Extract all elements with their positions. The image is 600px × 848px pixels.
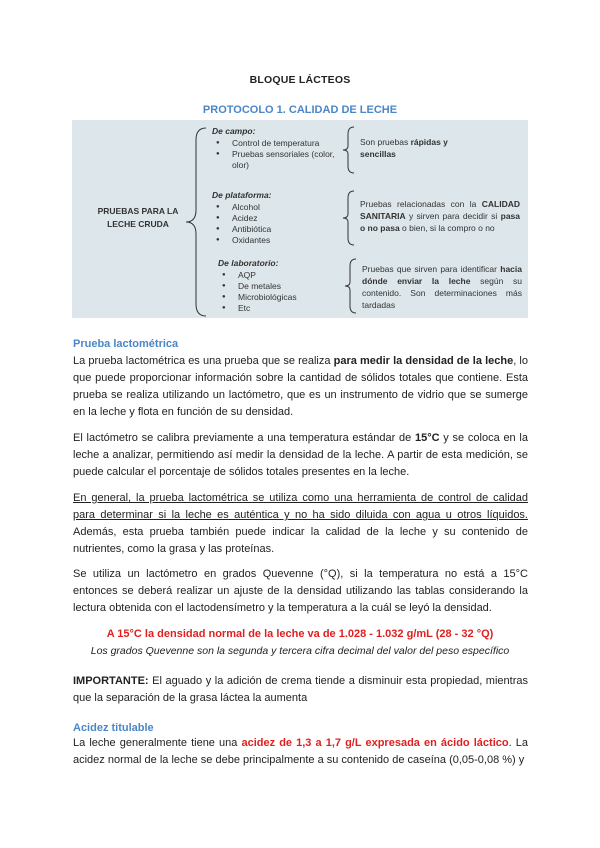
p2-text-bold: 15°C — [414, 432, 440, 444]
plataforma-desc-3: y sirven para decidir si — [405, 211, 501, 221]
main-brace-icon — [184, 126, 208, 318]
list-item: ● De metales — [218, 281, 343, 292]
paragraph-2 — [73, 430, 528, 481]
laboratorio-desc-3: según su contenido. Son determinaciones más tardadas — [362, 276, 522, 310]
laboratorio-desc-1: Pruebas que sirven para identificar — [362, 264, 501, 274]
document-title: BLOQUE LÁCTEOS — [249, 74, 351, 86]
campo-desc-a: Son pruebas — [360, 137, 411, 147]
campo-brace-icon — [342, 126, 356, 174]
acidez-text-c: . La acidez normal de la leche se debe principalmente a su contenido de caseína (0,05-0,08 %) y — [73, 737, 528, 766]
group-campo-title: De campo: — [212, 126, 256, 136]
group-laboratorio-desc — [362, 263, 522, 311]
p3-rest: Además, esta prueba también puede indicar la calidad de la leche y su contenido de nutrientes, como la grasa y las proteínas. — [73, 526, 528, 555]
campo-desc-b: rápidas y sencillas — [360, 137, 448, 159]
list-item: ● Oxidantes — [212, 235, 337, 246]
group-plataforma-title: De plataforma: — [212, 190, 272, 200]
section-heading-lactometrica: Prueba lactométrica — [73, 338, 179, 350]
list-item: ● Pruebas sensoriales (color, olor) — [212, 149, 337, 171]
list-item: ● Antibiótica — [212, 224, 337, 235]
paragraph-1 — [73, 353, 528, 421]
list-item: ● Acidez — [212, 213, 337, 224]
important-text: El aguado y la adición de crema tiende a disminuir esta propiedad, mientras que la separación de la grasa láctea la aumenta — [73, 675, 528, 704]
important-label: IMPORTANTE: — [73, 675, 149, 687]
quevenne-note: Los grados Quevenne son la segunda y tercera cifra decimal del valor del peso específico — [90, 645, 510, 657]
paragraph-3 — [73, 490, 528, 558]
list-item: ● Alcohol — [212, 202, 337, 213]
paragraph-acidez — [73, 735, 528, 769]
p2-text-c: y se coloca en la leche a analizar, permitiendo así medir la densidad de la leche. A partir de esta medición, se puede calcular el porcentaje de sólidos totales presentes en la leche. — [73, 432, 528, 478]
p1-text-bold: para medir la densidad de la leche — [333, 355, 514, 367]
list-item: ● Control de temperatura — [212, 138, 337, 149]
density-highlight: A 15°C la densidad normal de la leche va de 1.028 - 1.032 g/mL (28 - 32 °Q) — [106, 628, 494, 640]
plataforma-desc-4: pasa o no pasa — [360, 211, 520, 233]
p1-text-c: , lo que puede proporcionar información sobre la cantidad de sólidos totales que contiene. Esta prueba se realiza utilizando un lactómetro, que es un instrumento de vidrio que se sumerge en la leche y flota en función de su densidad. — [73, 355, 528, 418]
important-paragraph — [73, 673, 528, 707]
group-plataforma — [212, 190, 337, 246]
plataforma-desc-2: CALIDAD SANITARIA — [360, 199, 520, 221]
list-item: ● Microbiológicas — [218, 292, 343, 303]
acidez-text-red: acidez de 1,3 a 1,7 g/L expresada en ácido láctico — [241, 737, 509, 749]
paragraph-4: Se utiliza un lactómetro en grados Quevenne (°Q), si la temperatura no está a 15°C entonces se deberá realizar un ajuste de la densidad utilizando las tablas considerando la lectura obtenida con el lactodensímetro y la temperatura a la cuál se leyó la densidad. — [73, 568, 528, 614]
group-campo-list — [212, 138, 337, 171]
group-campo — [212, 126, 337, 171]
plataforma-desc-1: Pruebas relacionadas con la — [360, 199, 482, 209]
plataforma-brace-icon — [342, 190, 356, 246]
scheme-main-label: PRUEBAS PARA LA LECHE CRUDA — [97, 206, 179, 229]
list-item: ● Etc — [218, 303, 343, 314]
protocol-title: PROTOCOLO 1. CALIDAD DE LECHE — [202, 104, 398, 116]
group-laboratorio — [218, 258, 343, 314]
acidez-text-a: La leche generalmente tiene una — [73, 737, 242, 749]
p2-text-a: El lactómetro se calibra previamente a una temperatura estándar de — [73, 432, 415, 444]
laboratorio-brace-icon — [344, 258, 358, 314]
p1-text-a: La prueba lactométrica es una prueba que se realiza — [73, 355, 334, 367]
group-laboratorio-title: De laboratorio: — [218, 258, 279, 268]
laboratorio-desc-2: hacia dónde enviar la leche — [362, 264, 522, 286]
section-heading-acidez: Acidez titulable — [73, 722, 154, 734]
p3-underlined: En general, la prueba lactométrica se utiliza como una herramienta de control de calidad para determinar si la leche es auténtica y no ha sido diluida con agua u otros líquidos. — [73, 492, 528, 521]
group-plataforma-list — [212, 202, 337, 246]
group-plataforma-desc — [360, 198, 520, 234]
group-campo-desc — [360, 136, 470, 160]
group-laboratorio-list — [218, 270, 343, 314]
milk-tests-scheme — [72, 120, 528, 318]
list-item: ● AQP — [218, 270, 343, 281]
plataforma-desc-5: o bien, si la compro o no — [399, 223, 495, 233]
